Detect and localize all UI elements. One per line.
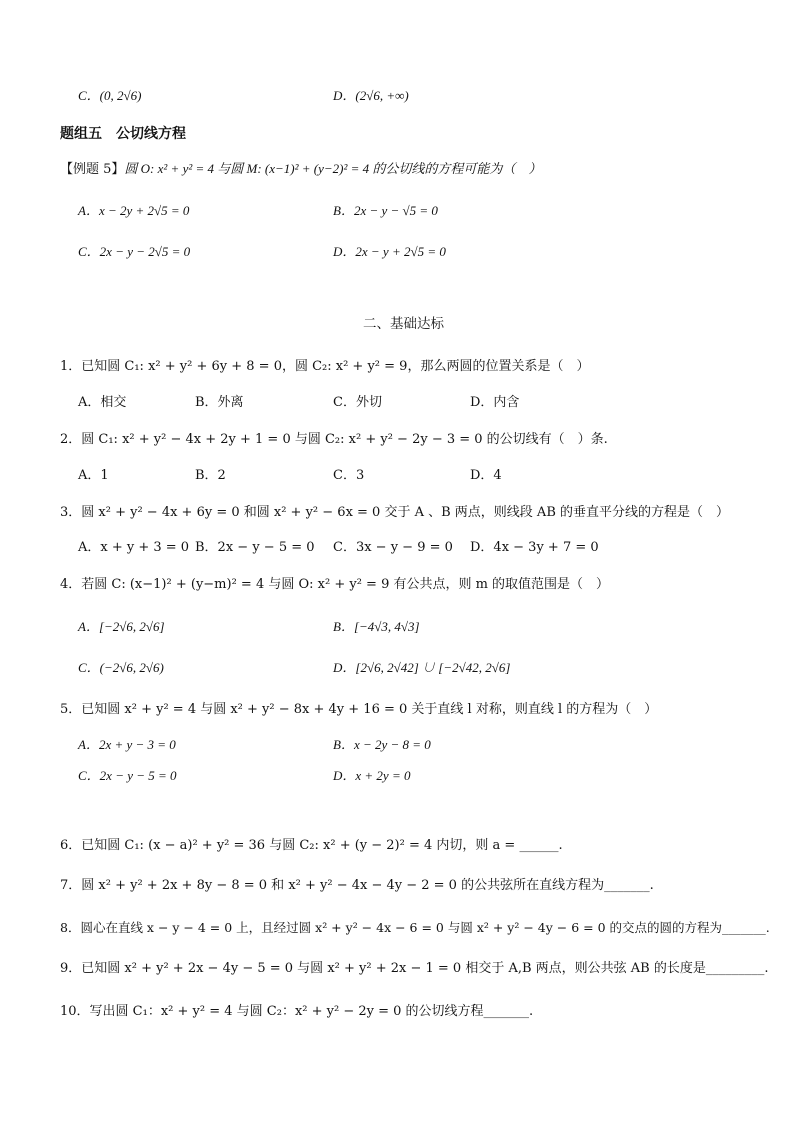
- question-8: 8．圆心在直线 x − y − 4 = 0 上，且经过圆 x² + y² − 4x − 6 = 0 与圆 x² + y² − 4y − 6 = 0 的交点的圆的方程为_______.: [60, 920, 770, 935]
- section-title: 二、基础达标: [363, 316, 444, 332]
- q4-option-a: A．[−2√6, 2√6]: [78, 619, 165, 634]
- q2-option-d: D．4: [470, 468, 502, 483]
- question-1: 1．已知圆 C₁: x² + y² + 6y + 8 = 0，圆 C₂: x² + y² = 9，那么两圆的位置关系是（ ）: [60, 359, 590, 374]
- q2-option-a: A．1: [78, 468, 109, 483]
- q1-option-c: C．外切: [333, 395, 382, 410]
- option-c: C．(0, 2√6): [78, 88, 142, 103]
- question-9: 9．已知圆 x² + y² + 2x − 4y − 5 = 0 与圆 x² + y² + 2x − 1 = 0 相交于 A,B 两点，则公共弦 AB 的长度是_________.: [60, 961, 769, 976]
- q3-option-b: B．2x − y − 5 = 0: [195, 540, 315, 555]
- q3-option-d: D．4x − 3y + 7 = 0: [470, 540, 599, 555]
- q5-option-a: A．2x + y − 3 = 0: [78, 737, 176, 752]
- question-5: 5．已知圆 x² + y² = 4 与圆 x² + y² − 8x + 4y + 16 = 0 关于直线 l 对称，则直线 l 的方程为（ ）: [60, 702, 658, 717]
- q3-option-a: A．x + y + 3 = 0: [78, 540, 190, 555]
- option-d: D．(2√6, +∞): [333, 88, 409, 103]
- example-5: [60, 159, 541, 180]
- q4-option-b: B．[−4√3, 4√3]: [333, 619, 420, 634]
- example-option-a: A．x − 2y + 2√5 = 0: [78, 203, 190, 218]
- q5-option-c: C．2x − y − 5 = 0: [78, 768, 177, 783]
- q1-option-a: A．相交: [78, 395, 127, 410]
- example-label: 【例题 5】: [60, 162, 125, 177]
- example-option-c: C．2x − y − 2√5 = 0: [78, 244, 191, 259]
- example-option-d: D．2x − y + 2√5 = 0: [333, 244, 446, 259]
- question-6: 6．已知圆 C₁: (x − a)² + y² = 36 与圆 C₂: x² + (y − 2)² = 4 内切，则 a = ______.: [60, 838, 563, 853]
- q3-option-c: C．3x − y − 9 = 0: [333, 540, 453, 555]
- example-option-b: B．2x − y − √5 = 0: [333, 203, 438, 218]
- question-7: 7．圆 x² + y² + 2x + 8y − 8 = 0 和 x² + y² − 4x − 4y − 2 = 0 的公共弦所在直线方程为_______.: [60, 878, 654, 893]
- question-4: 4．若圆 C: (x−1)² + (y−m)² = 4 与圆 O: x² + y² = 9 有公共点，则 m 的取值范围是（ ）: [60, 577, 610, 592]
- example-text: 圆 O: x² + y² = 4 与圆 M: (x−1)² + (y−2)² = 4 的公切线的方程可能为（ ）: [124, 161, 542, 176]
- q4-option-c: C．(−2√6, 2√6): [78, 660, 164, 675]
- question-10: 10．写出圆 C₁：x² + y² = 4 与圆 C₂：x² + y² − 2y = 0 的公切线方程_______.: [60, 1004, 534, 1019]
- group-title: 题组五 公切线方程: [60, 126, 186, 142]
- q2-option-b: B．2: [195, 468, 226, 483]
- q4-option-d: D．[2√6, 2√42] ∪ [−2√42, 2√6]: [333, 660, 511, 675]
- q2-option-c: C．3: [333, 468, 365, 483]
- q1-option-d: D．内含: [470, 395, 520, 410]
- question-2: 2．圆 C₁: x² + y² − 4x + 2y + 1 = 0 与圆 C₂: x² + y² − 2y − 3 = 0 的公切线有（ ）条.: [60, 432, 608, 447]
- q1-option-b: B．外离: [195, 395, 244, 410]
- q5-option-b: B．x − 2y − 8 = 0: [333, 737, 431, 752]
- question-3: 3．圆 x² + y² − 4x + 6y = 0 和圆 x² + y² − 6x = 0 交于 A 、B 两点，则线段 AB 的垂直平分线的方程是（ ）: [60, 505, 730, 520]
- q5-option-d: D．x + 2y = 0: [333, 768, 411, 783]
